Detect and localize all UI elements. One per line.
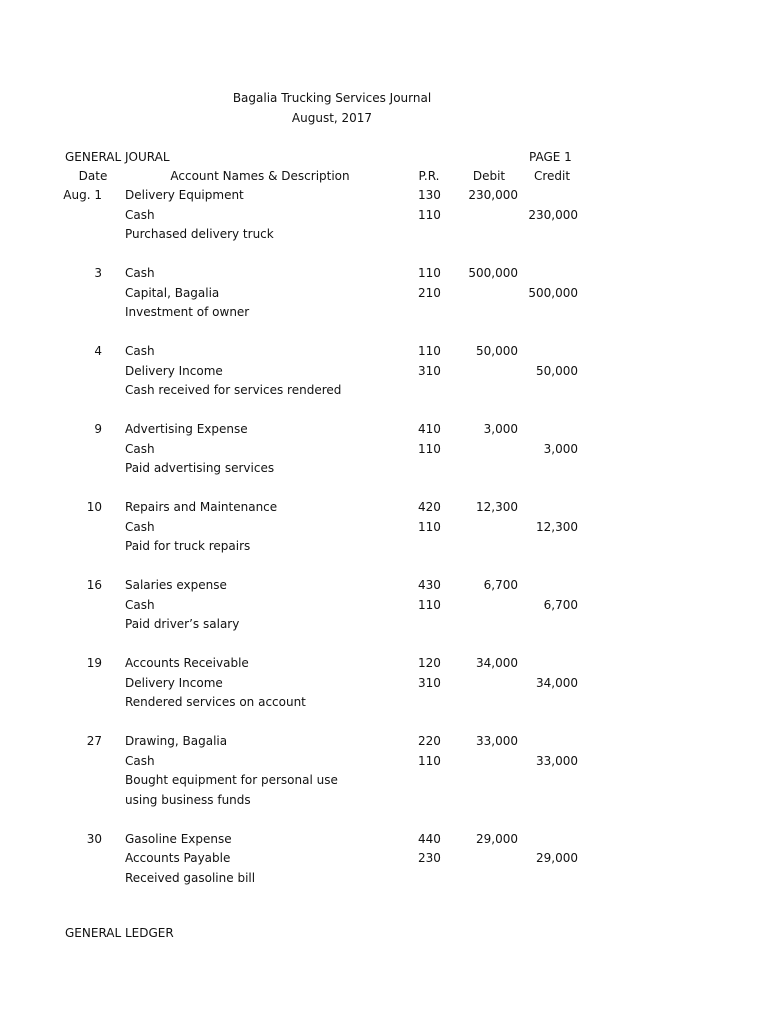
account-name: Gasoline Expense (125, 831, 232, 846)
posting-reference: 210 (418, 285, 441, 300)
posting-reference: 110 (418, 597, 441, 612)
entry-description: Investment of owner (125, 305, 250, 319)
posting-reference: 110 (418, 519, 441, 534)
entry-description: Paid advertising services (125, 461, 275, 475)
account-name: Drawing, Bagalia (125, 734, 228, 748)
posting-reference: 310 (418, 363, 441, 378)
entry-date: 9 (94, 422, 102, 436)
posting-reference: 120 (418, 656, 441, 670)
debit-amount: 6,700 (483, 578, 518, 592)
credit-amount: 29,000 (536, 851, 578, 865)
posting-reference: 110 (418, 753, 441, 768)
entry-description: Received gasoline bill (125, 870, 256, 885)
general-journal-label: GENERAL JOURAL (65, 150, 170, 164)
credit-amount: 6,700 (543, 597, 578, 612)
credit-amount: 230,000 (528, 207, 578, 222)
credit-amount: 50,000 (536, 363, 578, 378)
posting-reference: 220 (418, 734, 441, 748)
entry-date: 30 (86, 831, 102, 846)
entry-description: Paid driver’s salary (125, 617, 240, 631)
debit-amount: 33,000 (476, 734, 518, 748)
account-name: Cash (125, 519, 155, 534)
entry-description: using business funds (125, 792, 251, 807)
general-ledger-label: GENERAL LEDGER (65, 926, 174, 940)
entry-description: Bought equipment for personal use (125, 773, 338, 787)
account-name: Cash (125, 441, 155, 456)
entry-date: 3 (94, 266, 102, 280)
posting-reference: 110 (418, 207, 441, 222)
posting-reference: 130 (418, 188, 441, 202)
account-name: Cash (125, 753, 155, 768)
account-name: Cash (125, 344, 155, 358)
debit-amount: 230,000 (468, 188, 518, 202)
posting-reference: 310 (418, 675, 441, 690)
credit-amount: 12,300 (536, 519, 578, 534)
account-name: Advertising Expense (125, 422, 248, 436)
credit-amount: 33,000 (536, 753, 578, 768)
posting-reference: 440 (418, 831, 441, 846)
journal-period: August, 2017 (291, 111, 373, 125)
debit-amount: 500,000 (468, 266, 518, 280)
column-header-date: Date (78, 169, 108, 183)
credit-amount: 3,000 (543, 441, 578, 456)
journal-title: Bagalia Trucking Services Journal (232, 91, 432, 105)
entry-date: 10 (86, 500, 102, 514)
entry-date: Aug. 1 (63, 188, 102, 202)
credit-amount: 34,000 (536, 675, 578, 690)
posting-reference: 420 (418, 500, 441, 514)
debit-amount: 29,000 (476, 831, 518, 846)
account-name: Cash (125, 266, 155, 280)
posting-reference: 430 (418, 578, 441, 592)
entry-description: Rendered services on account (125, 695, 306, 709)
account-name: Accounts Receivable (125, 656, 249, 670)
debit-amount: 50,000 (476, 344, 518, 358)
posting-reference: 110 (418, 441, 441, 456)
account-name: Delivery Income (125, 363, 223, 378)
posting-reference: 110 (418, 266, 441, 280)
entry-date: 19 (86, 656, 102, 670)
entry-date: 27 (86, 734, 102, 748)
credit-amount: 500,000 (528, 285, 578, 300)
debit-amount: 3,000 (483, 422, 518, 436)
page-number-label: PAGE 1 (529, 150, 572, 164)
account-name: Delivery Equipment (125, 188, 244, 202)
account-name: Capital, Bagalia (125, 285, 220, 300)
column-header-credit: Credit (533, 169, 571, 183)
entry-description: Purchased delivery truck (125, 227, 274, 241)
account-name: Delivery Income (125, 675, 223, 690)
posting-reference: 230 (418, 851, 441, 865)
account-name: Salaries expense (125, 578, 227, 592)
entry-description: Cash received for services rendered (125, 383, 342, 397)
column-header-debit: Debit (472, 169, 506, 183)
column-header-account: Account Names & Description (170, 169, 350, 183)
entry-date: 4 (94, 344, 102, 358)
entry-description: Paid for truck repairs (125, 539, 251, 553)
column-header-pr: P.R. (418, 169, 440, 183)
debit-amount: 12,300 (476, 500, 518, 514)
entry-date: 16 (86, 578, 102, 592)
account-name: Repairs and Maintenance (125, 500, 278, 514)
account-name: Cash (125, 597, 155, 612)
debit-amount: 34,000 (476, 656, 518, 670)
account-name: Accounts Payable (125, 851, 231, 865)
posting-reference: 410 (418, 422, 441, 436)
account-name: Cash (125, 207, 155, 222)
posting-reference: 110 (418, 344, 441, 358)
